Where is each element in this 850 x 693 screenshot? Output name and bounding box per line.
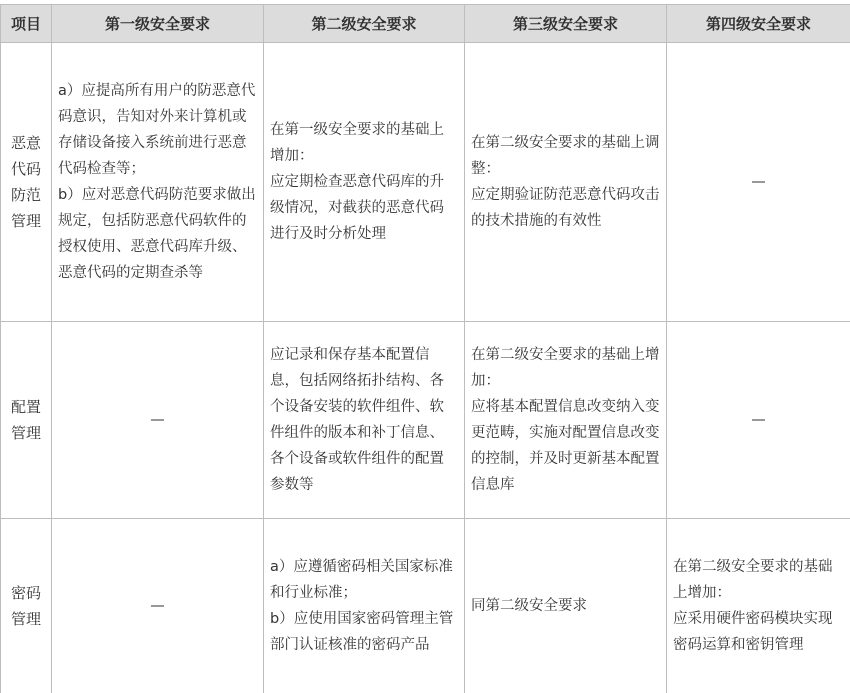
cell-line: a）应遵循密码相关国家标准和行业标准； bbox=[270, 554, 458, 606]
cell-level-4 bbox=[667, 519, 850, 693]
cell-line: — bbox=[673, 169, 844, 195]
cell-level-1 bbox=[52, 43, 264, 322]
cell-line: — bbox=[58, 407, 257, 433]
header-level-2: 第二级安全要求 bbox=[264, 5, 465, 43]
cell-line: a）应提高所有用户的防恶意代码意识，告知对外来计算机或存储设备接入系统前进行恶意代码检查等； bbox=[58, 78, 257, 182]
cell-line: b）应对恶意代码防范要求做出规定，包括防恶意代码软件的授权使用、恶意代码库升级、恶意代码的定期查杀等 bbox=[58, 182, 257, 286]
row-item-label: 配置管理 bbox=[1, 322, 52, 519]
header-item: 项目 bbox=[1, 5, 52, 43]
header-level-4: 第四级安全要求 bbox=[667, 5, 850, 43]
cell-line: 同第二级安全要求 bbox=[471, 593, 660, 619]
cell-line: b）应使用国家密码管理主管部门认证核准的密码产品 bbox=[270, 606, 458, 658]
cell-level-4 bbox=[667, 322, 850, 519]
cell-level-2 bbox=[264, 519, 465, 693]
security-requirements-table bbox=[0, 4, 850, 693]
cell-line: 应将基本配置信息改变纳入变更范畴，实施对配置信息改变的控制，并及时更新基本配置信息库 bbox=[471, 394, 660, 498]
cell-level-1 bbox=[52, 519, 264, 693]
row-item-label: 密码管理 bbox=[1, 519, 52, 693]
cell-line: 应采用硬件密码模块实现密码运算和密钥管理 bbox=[673, 606, 844, 658]
cell-line: 应定期检查恶意代码库的升级情况，对截获的恶意代码进行及时分析处理 bbox=[270, 169, 458, 247]
cell-line: — bbox=[58, 593, 257, 619]
cell-line: 在第一级安全要求的基础上增加： bbox=[270, 117, 458, 169]
cell-level-3 bbox=[465, 43, 667, 322]
cell-level-4 bbox=[667, 43, 850, 322]
cell-level-2 bbox=[264, 322, 465, 519]
cell-line: 应定期验证防范恶意代码攻击的技术措施的有效性 bbox=[471, 182, 660, 234]
cell-line: 在第二级安全要求的基础上调整： bbox=[471, 130, 660, 182]
table-header-row bbox=[1, 5, 850, 43]
cell-level-3 bbox=[465, 322, 667, 519]
cell-line: — bbox=[673, 407, 844, 433]
cell-line: 应记录和保存基本配置信息，包括网络拓扑结构、各个设备安装的软件组件、软件组件的版本和补丁信息、各个设备或软件组件的配置参数等 bbox=[270, 342, 458, 498]
cell-level-2 bbox=[264, 43, 465, 322]
row-item-label: 恶意代码防范管理 bbox=[1, 43, 52, 322]
cell-line: 在第二级安全要求的基础上增加： bbox=[471, 342, 660, 394]
cell-level-1 bbox=[52, 322, 264, 519]
header-level-1: 第一级安全要求 bbox=[52, 5, 264, 43]
table-row bbox=[1, 322, 850, 519]
cell-level-3 bbox=[465, 519, 667, 693]
cell-line: 在第二级安全要求的基础上增加： bbox=[673, 554, 844, 606]
header-level-3: 第三级安全要求 bbox=[465, 5, 667, 43]
table-row bbox=[1, 43, 850, 322]
table-row bbox=[1, 519, 850, 693]
